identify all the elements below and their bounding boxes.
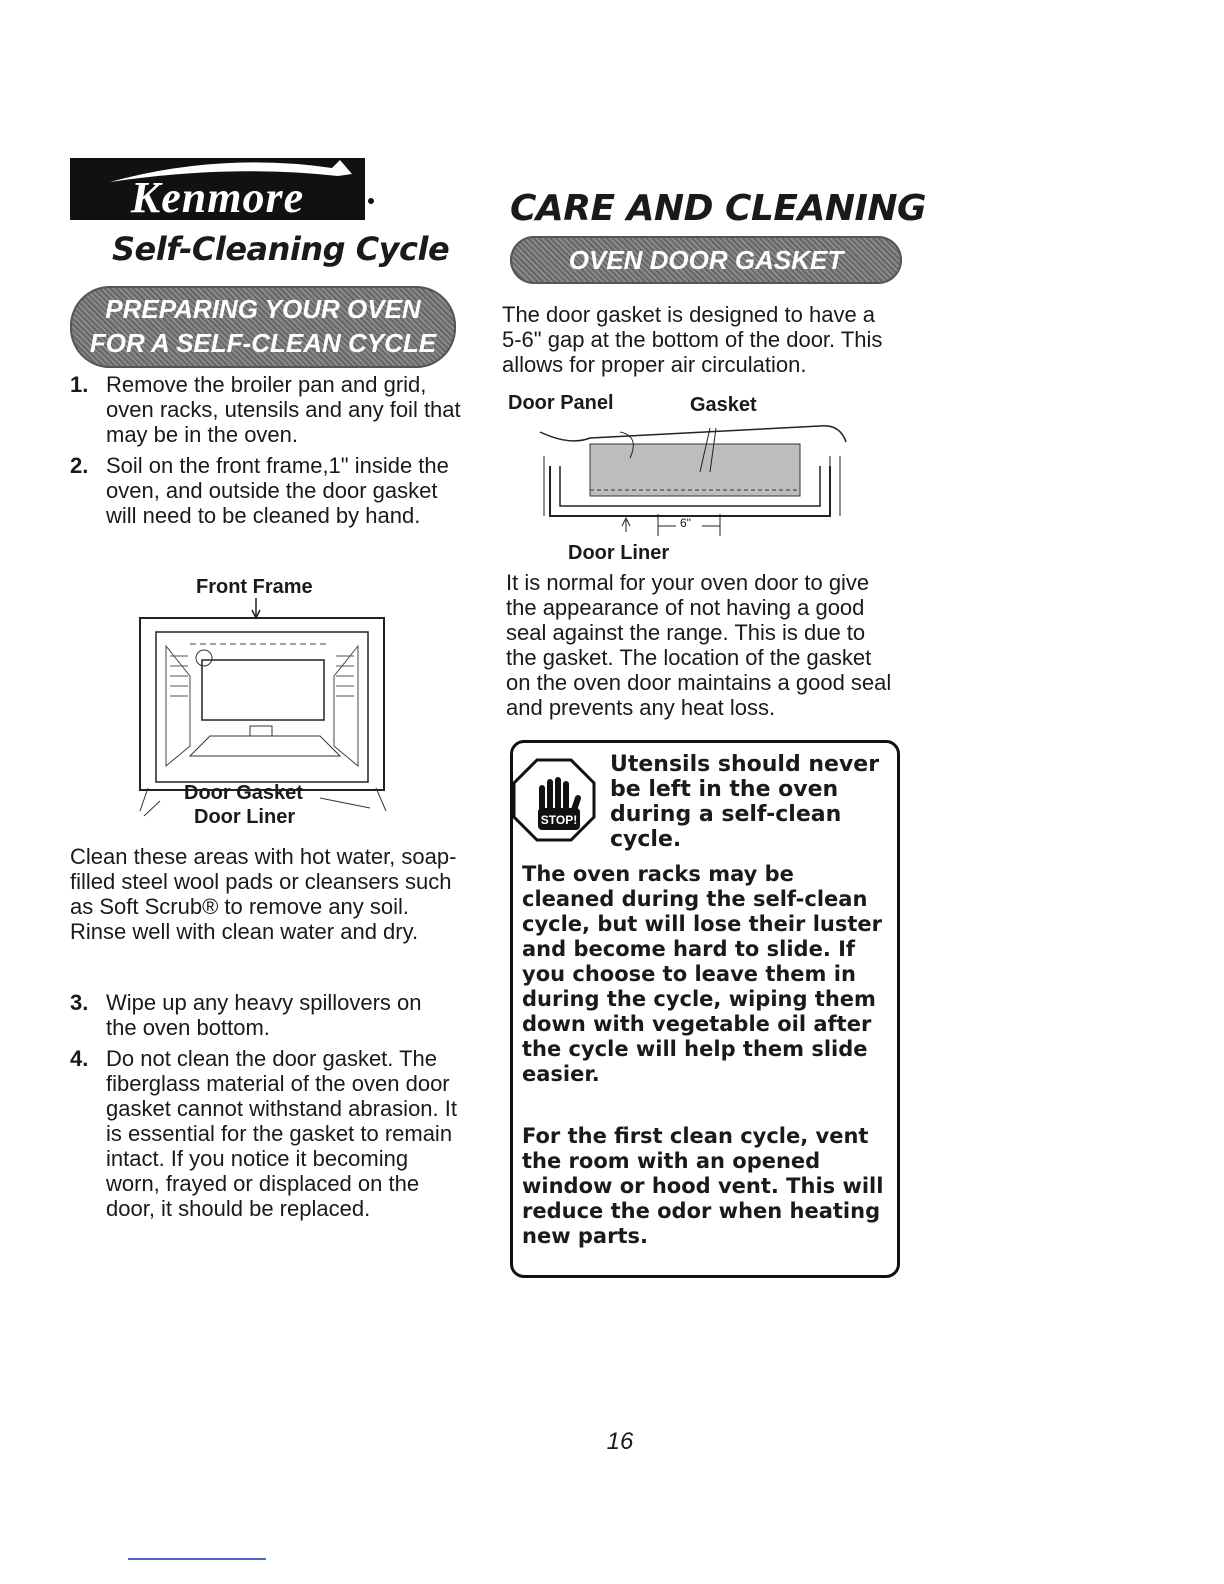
steps-list-a	[70, 372, 470, 528]
list-item	[70, 372, 470, 447]
stop-hand-icon	[512, 758, 596, 842]
step-text: Wipe up any heavy spillovers on the oven bottom.	[106, 990, 422, 1040]
warning-paragraph-1: The oven racks may be cleaned during the self-clean cycle, but will lose their luster and become hard to slide. If you choose to leave them in during the cycle, wiping them down with vegetable oil after the cycle will help them slide easier.	[522, 862, 883, 1086]
logo-text: Kenmore	[130, 172, 305, 222]
label-door-liner-left: Door Liner	[194, 806, 296, 828]
warning-paragraph-2: For the first clean cycle, vent the room with an opened window or hood vent. This will reduce the odor when heating new parts.	[522, 1124, 884, 1248]
stop-sign-text: STOP!	[540, 813, 578, 827]
step-number: 1.	[70, 372, 89, 397]
gasket-intro-paragraph: The door gasket is designed to have a 5-6" gap at the bottom of the door. This allows for proper air circulation.	[502, 302, 883, 377]
label-gap-size: 6"	[680, 516, 691, 530]
page-title-care-and-cleaning: CARE AND CLEANING	[510, 188, 927, 229]
list-item	[70, 990, 470, 1040]
step-number: 3.	[70, 990, 89, 1015]
banner-oven-door-gasket: OVEN DOOR GASKET	[510, 236, 902, 284]
normal-gasket-paragraph: It is normal for your oven door to give the appearance of not having a good seal against the range. This is due to the gasket. The location of the gasket on the oven door maintains a good seal and prevents any heat loss.	[506, 570, 892, 720]
footer-rule	[128, 1558, 266, 1560]
page-number: 16	[606, 1428, 634, 1455]
door-gasket-illustration	[530, 416, 860, 540]
list-item	[70, 1046, 470, 1221]
label-gasket: Gasket	[690, 394, 757, 416]
step-number: 4.	[70, 1046, 89, 1071]
label-door-gasket: Door Gasket	[184, 782, 303, 804]
label-door-panel: Door Panel	[508, 392, 614, 414]
banner-preparing	[70, 286, 456, 368]
step-text: Soil on the front frame,1" inside the oven, and outside the door gasket will need to be cleaned by hand.	[106, 453, 449, 528]
logo-dot	[368, 198, 374, 204]
clean-areas-paragraph: Clean these areas with hot water, soap-filled steel wool pads or cleansers such as Soft Scrub® to remove any soil. Rinse well with clean water and dry.	[70, 844, 457, 944]
banner-line-2: FOR A SELF-CLEAN CYCLE	[89, 328, 437, 358]
section-title-self-cleaning: Self-Cleaning Cycle	[112, 230, 450, 268]
step-text: Remove the broiler pan and grid, oven racks, utensils and any foil that may be in the oven.	[106, 372, 461, 447]
step-number: 2.	[70, 453, 89, 478]
banner-line-1: PREPARING YOUR OVEN	[105, 294, 421, 324]
list-item	[70, 453, 470, 528]
warning-headline: Utensils should never be left in the oven during a self-clean cycle.	[610, 752, 880, 852]
step-text: Do not clean the door gasket. The fiberglass material of the oven door gasket cannot withstand abrasion. It is essential for the gasket to remain intact. If you notice it becoming worn, frayed or displaced on the door, it should be replaced.	[106, 1046, 457, 1221]
kenmore-logo	[70, 158, 365, 220]
steps-list-b	[70, 990, 470, 1221]
label-front-frame: Front Frame	[196, 576, 313, 598]
label-door-liner-right: Door Liner	[568, 542, 670, 564]
